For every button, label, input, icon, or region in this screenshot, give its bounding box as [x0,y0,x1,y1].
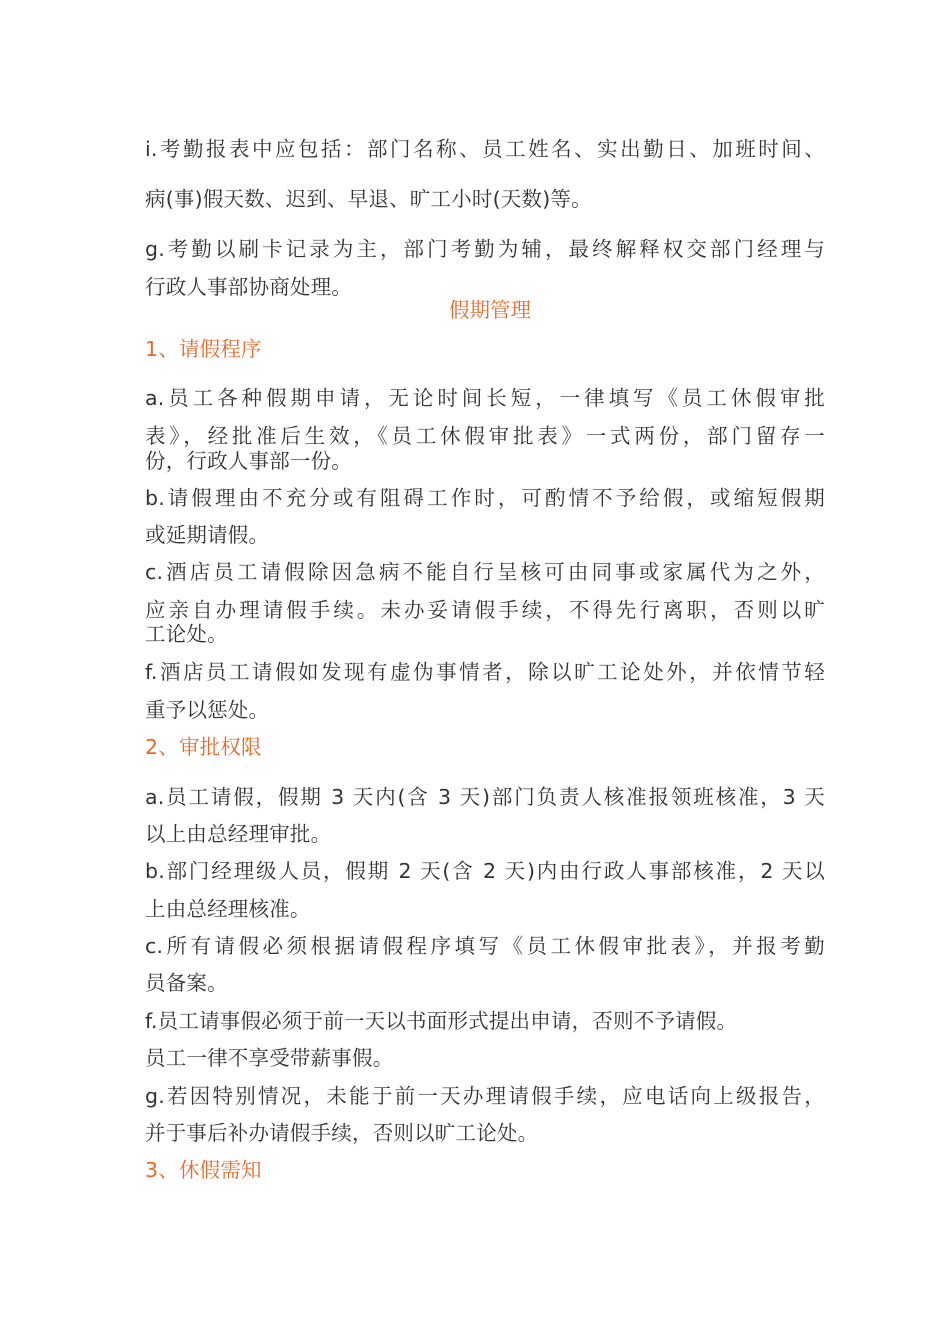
section-heading: 3、休假需知 [145,1158,262,1182]
text-line: 应亲自办理请假手续。未办妥请假手续，不得先行离职，否则以旷 [145,598,825,622]
text-line: b.部门经理级人员，假期 2 天(含 2 天)内由行政人事部核准，2 天以 [145,859,825,883]
section-heading: 2、审批权限 [145,735,262,759]
text-line: 或延期请假。 [145,523,270,547]
text-line: 工论处。 [145,622,228,646]
text-line: c.酒店员工请假除因急病不能自行呈核可由同事或家属代为之外， [145,560,825,584]
section-title: 假期管理 [449,298,531,322]
text-line: 表》，经批准后生效，《员工休假审批表》一式两份，部门留存一 [145,424,825,448]
text-line: 重予以惩处。 [145,698,270,722]
section-heading: 1、请假程序 [145,337,262,361]
text-line: f.员工请事假必须于前一天以书面形式提出申请，否则不予请假。 [145,1009,738,1033]
text-line: g.若因特别情况，未能于前一天办理请假手续，应电话向上级报告， [145,1084,825,1108]
text-line: 员工一律不享受带薪事假。 [145,1046,394,1070]
text-line: 员备案。 [145,971,228,995]
text-line: 行政人事部协商处理。 [145,275,352,299]
text-line: f.酒店员工请假如发现有虚伪事情者，除以旷工论处外，并依情节轻 [145,660,825,684]
text-line: a.员工各种假期申请，无论时间长短，一律填写《员工休假审批 [145,386,825,410]
text-line: 并于事后补办请假手续，否则以旷工论处。 [145,1121,539,1145]
text-line: 以上由总经理审批。 [145,822,332,846]
text-line: 份，行政人事部一份。 [145,449,352,473]
text-line: g.考勤以刷卡记录为主，部门考勤为辅，最终解释权交部门经理与 [145,237,825,261]
text-line: 病(事)假天数、迟到、早退、旷工小时(天数)等。 [145,187,592,211]
text-line: a.员工请假，假期 3 天内(含 3 天)部门负责人核准报领班核准，3 天 [145,785,825,809]
text-line: c.所有请假必须根据请假程序填写《员工休假审批表》，并报考勤 [145,934,825,958]
text-line: i.考勤报表中应包括：部门名称、员工姓名、实出勤日、加班时间、 [145,137,825,161]
text-line: b.请假理由不充分或有阻碍工作时，可酌情不予给假，或缩短假期 [145,486,825,510]
text-line: 上由总经理核准。 [145,897,311,921]
